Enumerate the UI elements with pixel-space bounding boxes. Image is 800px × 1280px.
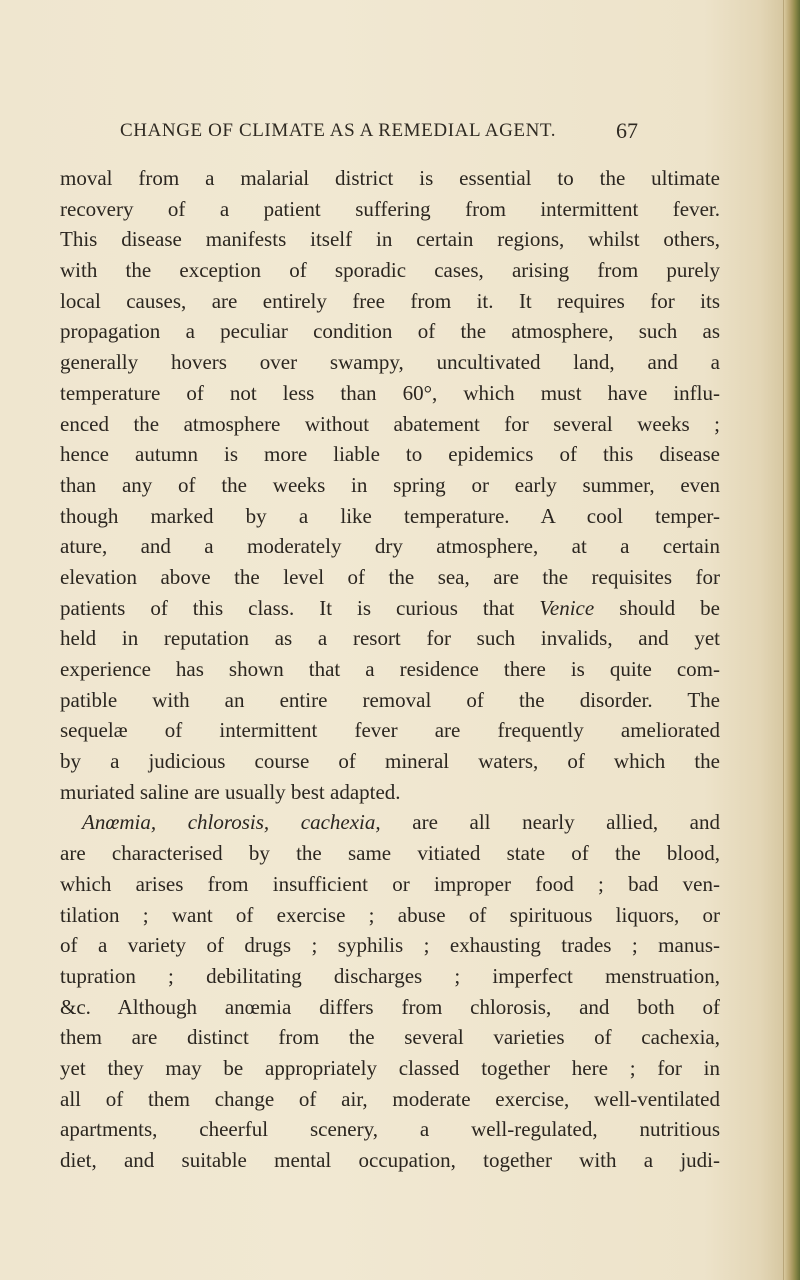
text-line-with-venice [60, 593, 720, 624]
text-line: moval from a malarial district is essential to the ultimate [60, 166, 720, 190]
text-line: ature, and a moderately dry atmosphere, at a certain [60, 534, 720, 559]
page-binding-edge [784, 0, 800, 1280]
text-line: generally hovers over swampy, uncultivated land, and a [60, 350, 720, 375]
text-line: local causes, are entirely free from it. It requires for its [60, 288, 720, 313]
text-line: diet, and suitable mental occupation, together with a judi- [60, 1148, 720, 1172]
text-line: This disease manifests itself in certain regions, whilst others, [60, 227, 720, 252]
text-line: which arises from insufficient or improper food ; bad ven- [60, 871, 720, 896]
italic-word-venice: Venice [539, 595, 595, 620]
page-number: 67 [616, 118, 638, 143]
text-line: apartments, cheerful scenery, a well-regulated, nutritious [60, 1117, 720, 1142]
text-line: hence autumn is more liable to epidemics of this disease [60, 442, 720, 467]
body-text [60, 163, 720, 1176]
text-segment: should be [619, 595, 720, 620]
text-line: patible with an entire removal of the disorder. The [60, 687, 720, 712]
text-line: them are distinct from the several varieties of cachexia, [60, 1025, 720, 1050]
text-line: than any of the weeks in spring or early summer, even [60, 472, 720, 497]
text-line: muriated saline are usually best adapted. [60, 779, 401, 804]
text-line: temperature of not less than 60°, which must have influ- [60, 380, 720, 405]
text-line: all of them change of air, moderate exercise, well-ventilated [60, 1086, 720, 1111]
text-line: enced the atmosphere without abatement for several weeks ; [60, 411, 720, 436]
text-line: with the exception of sporadic cases, arising from purely [60, 258, 720, 283]
text-line: though marked by a like temperature. A cool temper- [60, 503, 720, 528]
paragraph-start [60, 807, 720, 838]
text-line: tilation ; want of exercise ; abuse of spirituous liquors, or [60, 902, 720, 927]
text-line: propagation a peculiar condition of the atmosphere, such as [60, 319, 720, 344]
text-line: elevation above the level of the sea, are the requisites for [60, 564, 720, 589]
text-line: &c. Although anœmia differs from chlorosis, and both of [60, 994, 720, 1019]
text-line: tupration ; debilitating discharges ; imperfect menstruation, [60, 963, 720, 988]
text-line: experience has shown that a residence there is quite com- [60, 657, 720, 681]
text-segment: are all nearly allied, and [412, 810, 721, 835]
running-head: CHANGE OF CLIMATE AS A REMEDIAL AGENT. [120, 120, 557, 141]
text-line: sequelæ of intermittent fever are frequently ameliorated [60, 718, 720, 743]
text-line: are characterised by the same vitiated state of the blood, [60, 841, 720, 866]
text-segment: patients of this class. It is curious that [60, 595, 515, 620]
text-line: of a variety of drugs ; syphilis ; exhausting trades ; manus- [60, 933, 720, 958]
text-line: recovery of a patient suffering from intermittent fever. [60, 196, 720, 221]
page-header [60, 120, 720, 146]
text-line: by a judicious course of mineral waters, of which the [60, 749, 720, 774]
text-line: held in reputation as a resort for such invalids, and yet [60, 626, 720, 651]
text-line: yet they may be appropriately classed together here ; for in [60, 1055, 720, 1080]
italic-terms: Anœmia, chlorosis, cachexia, [82, 810, 381, 835]
